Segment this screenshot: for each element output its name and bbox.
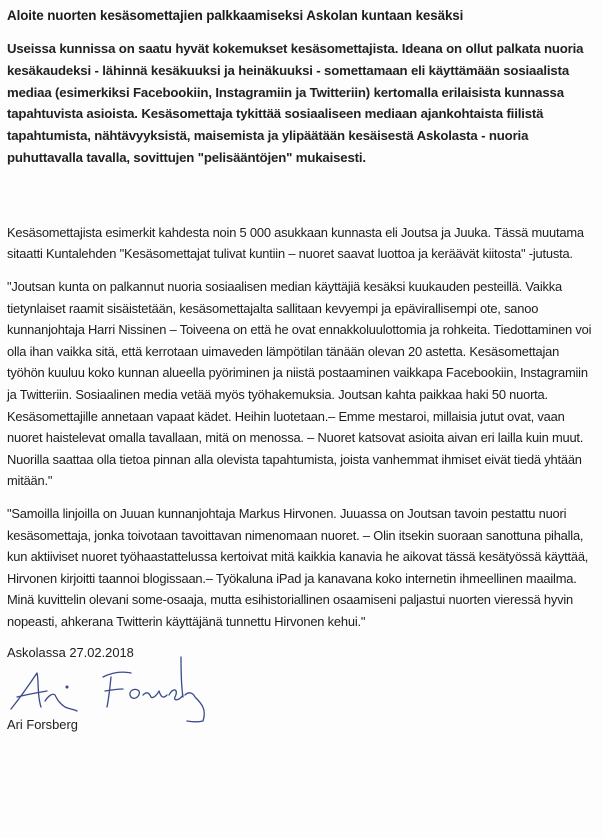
document-page (7, 6, 599, 735)
document-title: Aloite nuorten kesäsomettajien palkkaamiseksi Askolan kuntaan kesäksi (7, 8, 464, 23)
joutsa-quote-paragraph: "Joutsan kunta on palkannut nuoria sosiaalisen median käyttäjiä kesäksi kuukauden pesteillä. Vaikka tietynlaiset raamit sisäistetään, kesäsomettajalta sallitaan kevyempi ja epävirallisempi ote, sanoo kunnanjohtaja Harri Nissinen – Toiveena on että he ovat ennakkoluulottomia ja rohkeita. Tiedottaminen voi olla ihan vaikka sitä, että kerrotaan uimaveden lämpötilan tänään olevan 20 astetta. Kesäsomettajan työhön kuuluu koko kunnan alueella pyöriminen ja niistä postaaminen vaikkapa Facebookiin, Instagramiin ja Twitteriin. Sosiaalinen media vetää myös työhakemuksia. Joutsan kahta paikkaa haki 50 nuorta. Kesäsomettajille annetaan vapaat kädet. Heihin luotetaan.– Emme mestaroi, millaisia jutut ovat, vaan nuoret haistelevat omalla tavallaan, mitä on menossa. – Nuoret katsovat asioita aivan eri lailla kuin muut. Nuorilla saattaa olla tietoa pinnan alla olevista tapahtumista, joista vanhemmat ihmiset eivät tiedä yhtään mitään." (7, 278, 592, 489)
place-and-date: Askolassa 27.02.2018 (7, 645, 134, 661)
handwritten-signature (7, 663, 217, 715)
intro-paragraph: Kesäsomettajista esimerkit kahdesta noin 5 000 asukkaan kunnasta eli Joutsa ja Juuka. Tässä muutama sitaatti Kuntalehden "Kesäsomettajat tulivat kuntiin – nuoret saavat luottoa ja keräävät kiitosta" -jutusta. (7, 224, 584, 262)
juuka-quote-paragraph: "Samoilla linjoilla on Juuan kunnanjohtaja Markus Hirvonen. Juuassa on Joutsan tavoin pestattu nuori kesäsomettaja, jonka toivotaan tavoittavan nimenomaan nuoret. – Olin itsekin suoraan sanottuna pihalla, kun aktiiviset nuoret työhaastattelussa kertoivat mitä kaikkia kanavia he aikovat tässä kesätyössä käyttää, Hirvonen kirjoitti taannoi blogissaan.– Työkaluna iPad ja kanavana koko internetin ihmeellinen maailma. Minä kuvittelin olevani some-osaaja, mutta esihistoriallinen osaamiseni paljastui nuorten vieressä hyvin nopeasti, ahkerana Twitterin käyttäjänä tunnettu Hirvonen kehui." (7, 505, 589, 629)
section-spacer (7, 169, 599, 222)
lead-paragraph: Useissa kunnissa on saatu hyvät kokemukset kesäsomettajista. Ideana on ollut palkata nuoria kesäkaudeksi - lähinnä kesäkuuksi ja heinäkuuksi - somettamaan eli käyttämään sosiaalista mediaa (esimerkiksi Facebookiin, Instagramiin ja Twitteriin) kertomalla erilaisista kunnassa tapahtuvista asioista. Kesäsomettaja tykittää sosiaaliseen mediaan ajankohtaista fiilistä tapahtumista, nähtävyyksistä, maisemista ja ylipäätään kesäisestä Askolasta - nuoria puhuttavalla tavalla, sovittujen "pelisääntöjen" mukaisesti. (7, 41, 584, 165)
signature-icon (7, 651, 217, 723)
signer-name: Ari Forsberg (7, 717, 78, 733)
